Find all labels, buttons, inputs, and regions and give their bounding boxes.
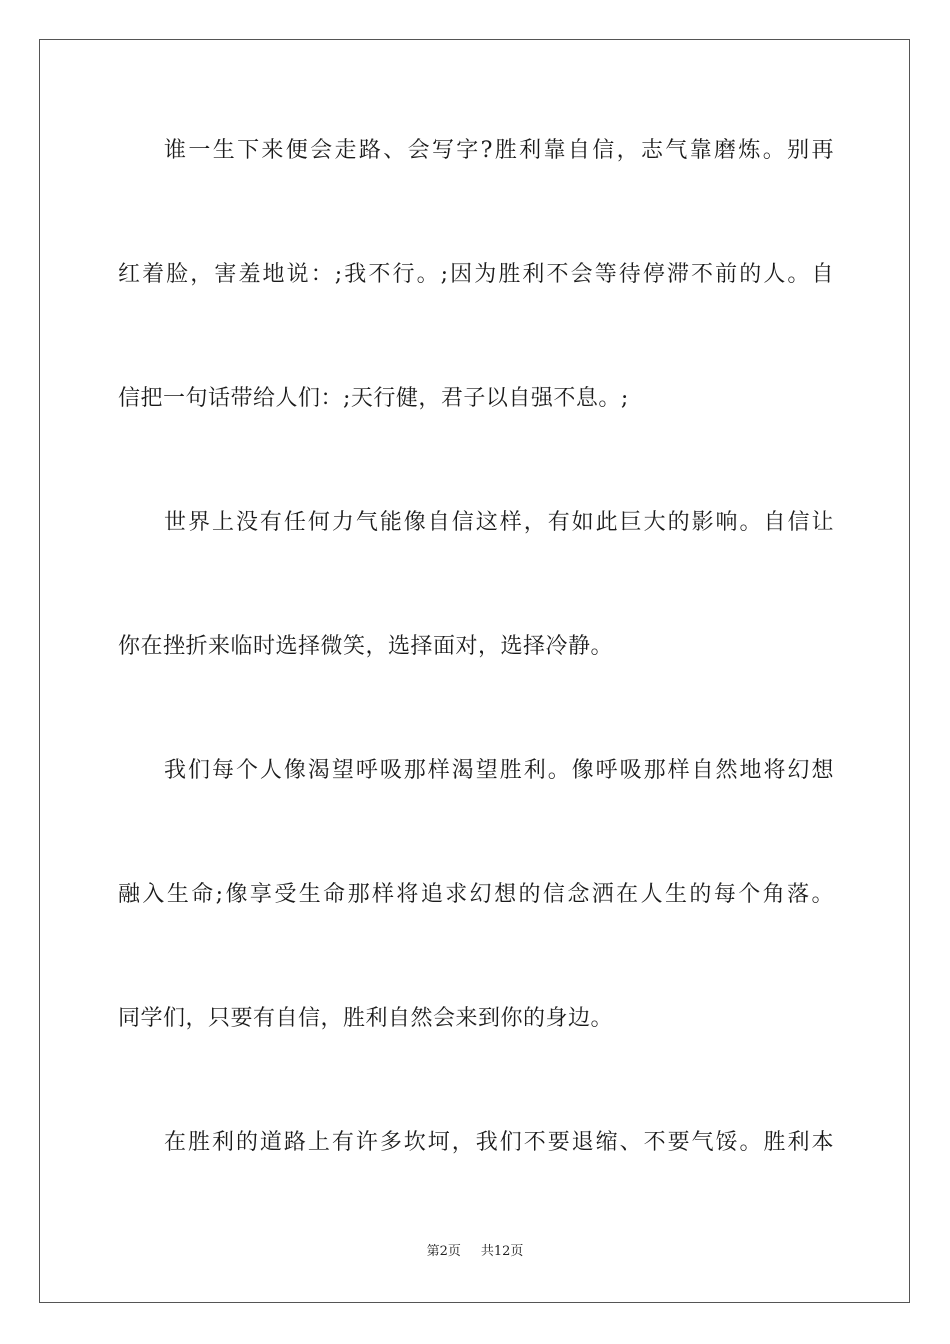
paragraph-3-line-2: 融入生命;像享受生命那样将追求幻想的信念洒在人生的每个角落。 [118,882,834,907]
page-border [39,39,910,1303]
page-total: 共12页 [480,1244,524,1259]
paragraph-1-line-3: 信把一句话带给人们：;天行健，君子以自强不息。; [118,386,629,411]
paragraph-3-line-3: 同学们，只要有自信，胜利自然会来到你的身边。 [118,1006,614,1031]
paragraph-2-line-1: 世界上没有任何力气能像自信这样，有如此巨大的影响。自信让 [164,510,834,535]
paragraph-1-line-2: 红着脸，害羞地说：;我不行。;因为胜利不会等待停滞不前的人。自 [118,262,834,287]
paragraph-1-line-1: 谁一生下来便会走路、会写字?胜利靠自信，志气靠磨炼。别再 [164,138,834,163]
paragraph-4-line-1: 在胜利的道路上有许多坎坷，我们不要退缩、不要气馁。胜利本 [164,1130,834,1155]
page-number: 第2页 [426,1244,461,1259]
paragraph-3-line-1: 我们每个人像渴望呼吸那样渴望胜利。像呼吸那样自然地将幻想 [164,758,834,783]
paragraph-2-line-2: 你在挫折来临时选择微笑，选择面对，选择冷静。 [118,634,614,659]
page-footer [0,1244,950,1260]
